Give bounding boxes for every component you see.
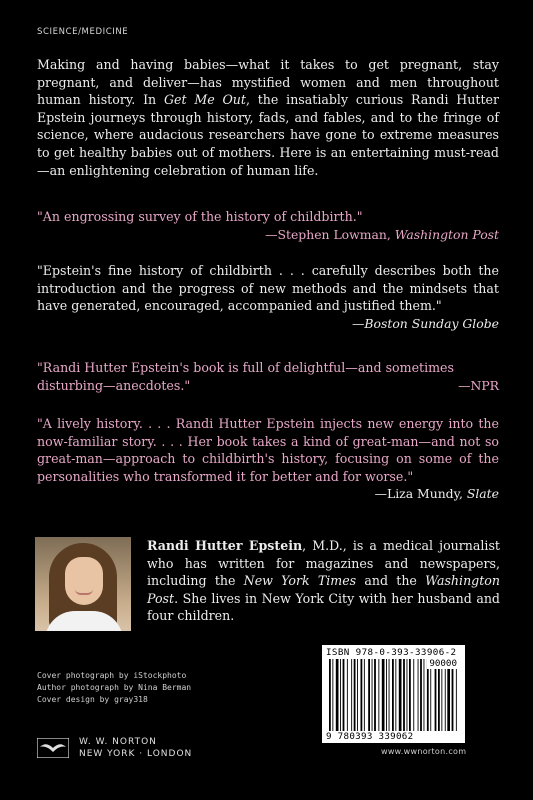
review-quote bbox=[37, 359, 499, 394]
review-quote bbox=[37, 262, 499, 332]
publisher-block bbox=[37, 736, 192, 760]
review-attribution: —Stephen Lowman, Washington Post bbox=[265, 226, 499, 242]
back-cover-blurb bbox=[37, 56, 499, 179]
review-text: "Randi Hutter Epstein's book is full of delightful—and sometimes disturbing—anecdotes." bbox=[37, 360, 454, 393]
review-attribution: —Boston Sunday Globe bbox=[352, 315, 499, 331]
category-label: SCIENCE/MEDICINE bbox=[37, 27, 129, 37]
blurb-text-part2: , the insatiably curious Randi Hutter Epstein journeys through history, fads, and fables, and to the fringe of science, where audacious researchers have gone to extreme measures to get healthy babies out of mothers. Here is an entertaining must-read—an enlightening celebration of human life. bbox=[37, 92, 499, 178]
ean-digits: 9 780393 339062 bbox=[326, 731, 414, 742]
blurb-text-part1: Making and having babies—what it takes to get pregnant, stay pregnant, and deliver—has mystified women and men throughout human history. In bbox=[37, 57, 499, 108]
review-source: Slate bbox=[466, 486, 499, 502]
price-code: 90000 bbox=[429, 658, 457, 669]
credit-line: Cover design by gray318 bbox=[37, 695, 148, 704]
isbn-label: ISBN 978-0-393-33906-2 bbox=[326, 647, 457, 658]
barcode-bars-icon bbox=[325, 659, 462, 731]
publisher-name: W. W. NORTON bbox=[79, 737, 157, 747]
publisher-cities: NEW YORK · LONDON bbox=[79, 749, 193, 759]
review-attribution: —Liza Mundy, Slate bbox=[374, 486, 499, 502]
review-attribution: —NPR bbox=[458, 377, 499, 393]
publisher-website: www.wwnorton.com bbox=[381, 747, 467, 756]
credit-line: Author photograph by Nina Berman bbox=[37, 683, 192, 692]
review-source: Boston Sunday Globe bbox=[364, 315, 499, 331]
isbn-barcode bbox=[322, 645, 465, 743]
publication-name: New York Times bbox=[243, 573, 357, 589]
author-bio: Randi Hutter Epstein, M.D., is a medical journalist who has written for magazines and newspapers, including the New York Times and the Washington Post. She lives in New York City with her husband and four children. bbox=[147, 538, 500, 624]
review-quote bbox=[37, 415, 499, 503]
cover-credits bbox=[37, 670, 191, 706]
review-quote bbox=[37, 208, 499, 243]
norton-seagull-logo-icon bbox=[37, 738, 69, 758]
book-title: Get Me Out bbox=[163, 92, 246, 108]
review-text: "Epstein's fine history of childbirth . . . carefully describes both the introduction and the progress of new methods and the mindsets that have generated, encouraged, accompanied and justified them." bbox=[37, 263, 499, 314]
author-photo bbox=[35, 537, 131, 631]
review-text: "An engrossing survey of the history of childbirth." bbox=[37, 209, 363, 224]
review-source: Washington Post bbox=[394, 226, 499, 242]
review-text: "A lively history. . . . Randi Hutter Epstein injects new energy into the now-familiar story. . . . Her book takes a kind of great-man—and not so great-man—approach to childbirth's history, focusing on some of the personalities who transformed it for better and for worse." bbox=[37, 416, 499, 484]
publication-name: Washington Post bbox=[147, 573, 500, 606]
author-name: Randi Hutter Epstein bbox=[147, 538, 303, 553]
credit-line: Cover photograph by iStockphoto bbox=[37, 671, 187, 680]
